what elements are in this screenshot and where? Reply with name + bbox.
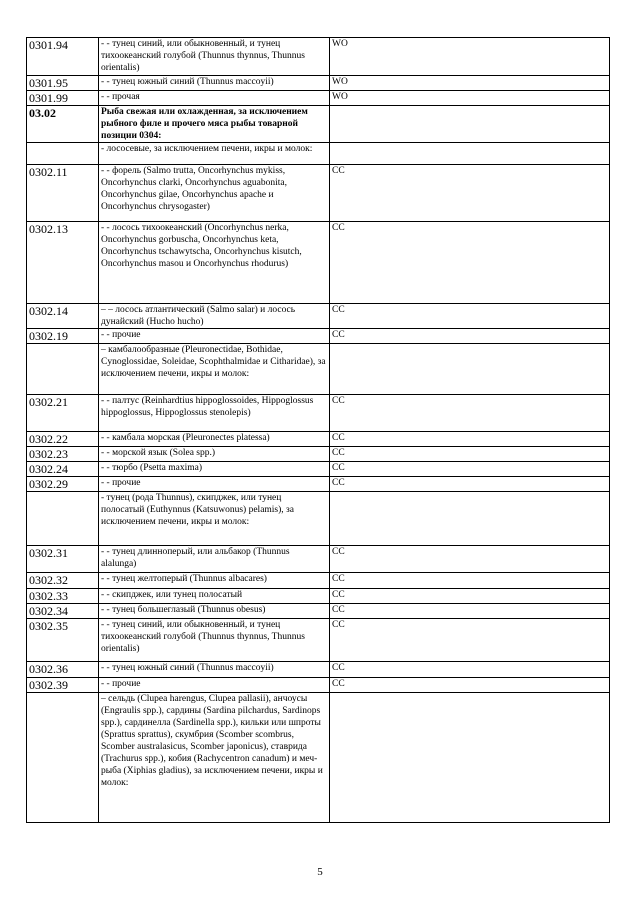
origin-rule-cell — [330, 143, 610, 165]
origin-rule-cell: CC — [330, 678, 610, 693]
tariff-code-cell: 03.02 — [27, 106, 99, 143]
table-row — [27, 304, 610, 329]
tariff-code-cell: 0302.24 — [27, 462, 99, 477]
tariff-code-cell: 0302.35 — [27, 619, 99, 662]
table-row — [27, 329, 610, 344]
tariff-code-cell: 0302.31 — [27, 546, 99, 573]
table-row — [27, 662, 610, 678]
tariff-code-cell — [27, 344, 99, 395]
description-cell: - - тунец желтоперый (Thunnus albacares) — [99, 573, 330, 589]
page-number: 5 — [317, 866, 323, 878]
description-cell: - - тунец синий, или обыкновенный, и тунец тихоокеанский голубой (Thunnus thynnus, Thunnus orientalis) — [99, 38, 330, 76]
origin-rule-cell: WO — [330, 91, 610, 106]
origin-rule-cell: CC — [330, 462, 610, 477]
description-cell: - - тунец длинноперый, или альбакор (Thunnus alalunga) — [99, 546, 330, 573]
origin-rule-cell — [330, 693, 610, 823]
table-row — [27, 38, 610, 76]
origin-rule-cell: CC — [330, 447, 610, 462]
table-row — [27, 492, 610, 546]
tariff-code-cell: 0302.11 — [27, 165, 99, 222]
description-cell: – камбалообразные (Pleuronectidae, Bothidae, Cynoglossidae, Soleidae, Scophthalmidae и Citharidae), за исключением печени, икры и молок: — [99, 344, 330, 395]
origin-rule-cell: CC — [330, 589, 610, 604]
description-cell: – – лосось атлантический (Salmo salar) и лосось дунайский (Hucho hucho) — [99, 304, 330, 329]
description-cell: - - камбала морская (Pleuronectes platessa) — [99, 432, 330, 447]
description-cell: Рыба свежая или охлажденная, за исключением рыбного филе и прочего мяса рыбы товарной позиции 0304: — [99, 106, 330, 143]
origin-rule-cell — [330, 492, 610, 546]
origin-rule-cell: CC — [330, 604, 610, 619]
origin-rule-cell: CC — [330, 395, 610, 432]
origin-rule-cell: CC — [330, 619, 610, 662]
origin-rule-cell: CC — [330, 477, 610, 492]
origin-rule-cell: CC — [330, 662, 610, 678]
table-row — [27, 143, 610, 165]
description-cell: - - скипджек, или тунец полосатый — [99, 589, 330, 604]
table-row — [27, 447, 610, 462]
tariff-code-cell: 0302.19 — [27, 329, 99, 344]
table-row — [27, 678, 610, 693]
table-row — [27, 165, 610, 222]
tariff-code-cell: 0302.34 — [27, 604, 99, 619]
description-cell: - тунец (рода Thunnus), скипджек, или тунец полосатый (Euthynnus (Katsuwonus) pelamis), за исключением печени, икры и молок: — [99, 492, 330, 546]
table-row — [27, 604, 610, 619]
description-cell: - - прочие — [99, 477, 330, 492]
tariff-code-cell: 0302.23 — [27, 447, 99, 462]
table-row — [27, 573, 610, 589]
description-cell: - - лосось тихоокеанский (Oncorhynchus nerka, Oncorhynchus gorbuscha, Oncorhynchus keta, Oncorhynchus tschawytscha, Oncorhynchus kisutch, Oncorhynchus masou и Oncorhynchus rhodurus) — [99, 222, 330, 304]
description-cell: - - тунец синий, или обыкновенный, и тунец тихоокеанский голубой (Thunnus thynnus, Thunnus orientalis) — [99, 619, 330, 662]
table-row — [27, 477, 610, 492]
origin-rule-cell: CC — [330, 304, 610, 329]
table-row — [27, 462, 610, 477]
tariff-code-cell: 0301.94 — [27, 38, 99, 76]
description-cell: - - форель (Salmo trutta, Oncorhynchus mykiss, Oncorhynchus clarki, Oncorhynchus aguabonita, Oncorhynchus gilae, Oncorhynchus apache и Oncorhynchus chrysogaster) — [99, 165, 330, 222]
table-row — [27, 222, 610, 304]
origin-rule-cell: CC — [330, 432, 610, 447]
origin-rule-cell: WO — [330, 76, 610, 91]
tariff-code-cell: 0302.21 — [27, 395, 99, 432]
origin-rule-cell: CC — [330, 222, 610, 304]
tariff-code-cell: 0302.39 — [27, 678, 99, 693]
tariff-code-cell: 0302.13 — [27, 222, 99, 304]
tariff-code-cell — [27, 693, 99, 823]
description-cell: - - палтус (Reinhardtius hippoglossoides, Hippoglossus hippoglossus, Hippoglossus stenolepis) — [99, 395, 330, 432]
table-row — [27, 619, 610, 662]
table-row — [27, 546, 610, 573]
tariff-code-cell — [27, 492, 99, 546]
description-cell: - - морской язык (Solea spp.) — [99, 447, 330, 462]
tariff-code-cell: 0302.14 — [27, 304, 99, 329]
origin-rule-cell — [330, 106, 610, 143]
tariff-code-cell — [27, 143, 99, 165]
tariff-code-cell: 0302.29 — [27, 477, 99, 492]
origin-rule-cell: WO — [330, 38, 610, 76]
description-cell: - - тунец большеглазый (Thunnus obesus) — [99, 604, 330, 619]
origin-rule-cell: CC — [330, 546, 610, 573]
table-row — [27, 106, 610, 143]
description-cell: - - прочие — [99, 678, 330, 693]
origin-rule-cell: CC — [330, 573, 610, 589]
table-row — [27, 344, 610, 395]
tariff-table-body — [27, 38, 610, 823]
table-row — [27, 395, 610, 432]
tariff-code-cell: 0302.33 — [27, 589, 99, 604]
description-cell: - - тюрбо (Psetta maxima) — [99, 462, 330, 477]
table-row — [27, 76, 610, 91]
table-row — [27, 589, 610, 604]
description-cell: - - прочая — [99, 91, 330, 106]
table-row — [27, 432, 610, 447]
tariff-code-cell: 0302.36 — [27, 662, 99, 678]
tariff-code-cell: 0302.22 — [27, 432, 99, 447]
table-row — [27, 693, 610, 823]
description-cell: – сельдь (Clupea harengus, Clupea pallasii), анчоусы (Engraulis spp.), сардины (Sardina pilchardus, Sardinops spp.), сардинелла (Sardinella spp.), кильки или шпроты (Sprattus sprattus), скумбрия (Scomber scombrus, Scomber australasicus, Scomber japonicus), ставрида (Trachurus spp.), кобия (Rachycentron canadum) и меч-рыба (Xiphias gladius), за исключением печени, икры и молок: — [99, 693, 330, 823]
tariff-code-cell: 0302.32 — [27, 573, 99, 589]
description-cell: - - тунец южный синий (Thunnus maccoyii) — [99, 76, 330, 91]
tariff-code-cell: 0301.95 — [27, 76, 99, 91]
description-cell: - лососевые, за исключением печени, икры и молок: — [99, 143, 330, 165]
tariff-code-cell: 0301.99 — [27, 91, 99, 106]
origin-rule-cell: CC — [330, 329, 610, 344]
origin-rule-cell: CC — [330, 165, 610, 222]
tariff-table — [26, 37, 610, 823]
description-cell: - - прочие — [99, 329, 330, 344]
description-cell: - - тунец южный синий (Thunnus maccoyii) — [99, 662, 330, 678]
origin-rule-cell — [330, 344, 610, 395]
table-row — [27, 91, 610, 106]
